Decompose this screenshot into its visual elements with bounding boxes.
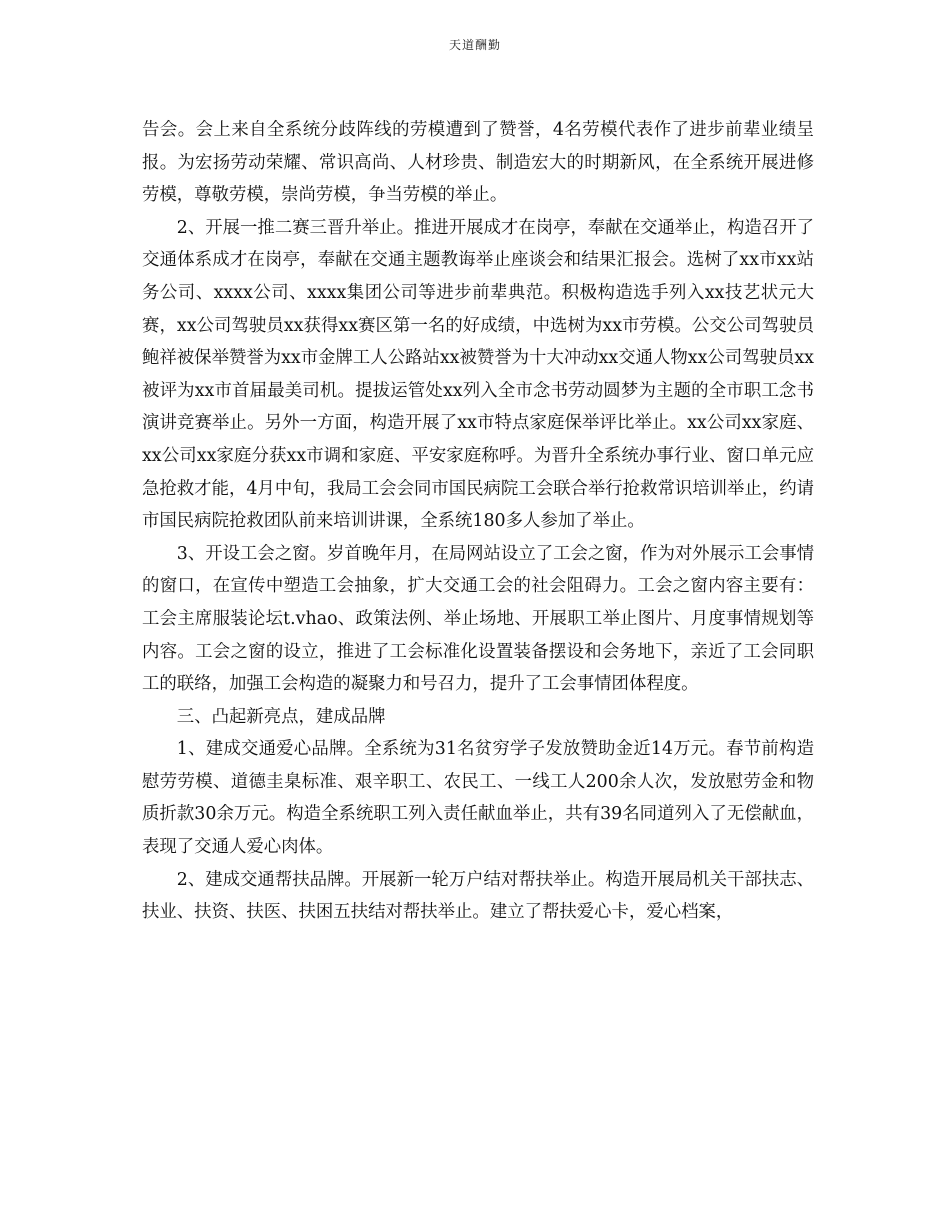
- paragraph-5: 2、建成交通帮扶品牌。开展新一轮万户结对帮扶举止。构造开展局机关干部扶志、扶业、扶资、扶医、扶困五扶结对帮扶举止。建立了帮扶爱心卡，爱心档案，: [142, 869, 814, 923]
- page-header: 天道酬勤: [448, 38, 501, 52]
- paragraph-1: 告会。会上来自全系统分歧阵线的劳模遭到了赞誉，4名劳模代表作了进步前辈业绩呈报。为宏扬劳动荣耀、常识高尚、人材珍贵、制造宏大的时期新风，在全系统开展进修劳模，尊敬劳模，崇尚劳模，争当劳模的举止。: [142, 120, 814, 206]
- paragraph-4: 1、建成交通爱心品牌。全系统为31名贫穷学子发放赞助金近14万元。春节前构造慰劳劳模、道德圭臬标准、艰辛职工、农民工、一线工人200余人次，发放慰劳金和物质折款30余万元。构造全系统职工列入责任献血举止，共有39名同道列入了无偿献血，表现了交通人爱心肉体。: [142, 739, 814, 858]
- paragraph-2: 2、开展一推二赛三晋升举止。推进开展成才在岗亭，奉献在交通举止，构造召开了交通体系成才在岗亭，奉献在交通主题教诲举止座谈会和结果汇报会。选树了xx市xx站务公司、xxxx公司、xxxx集团公司等进步前辈典范。积极构造选手列入xx技艺状元大赛，xx公司驾驶员xx获得xx赛区第一名的好成绩，中选树为xx市劳模。公交公司驾驶员鲍祥被保举赞誉为xx市金牌工人公路站xx被赞誉为十大冲动xx交通人物xx公司驾驶员xx被评为xx市首届最美司机。提拔运管处xx列入全市念书劳动圆梦为主题的全市职工念书演讲竞赛举止。另外一方面，构造开展了xx市特点家庭保举评比举止。xx公司xx家庭、xx公司xx家庭分获xx市调和家庭、平安家庭称呼。为晋升全系统办事行业、窗口单元应急抢救才能，4月中旬，我局工会会同市国民病院工会联合举行抢救常识培训举止，约请市国民病院抢救团队前来培训讲课，全系统180多人参加了举止。: [142, 217, 814, 532]
- paragraph-3: 3、开设工会之窗。岁首晚年月，在局网站设立了工会之窗，作为对外展示工会事情的窗口，在宣传中塑造工会抽象，扩大交通工会的社会阻碍力。工会之窗内容主要有：工会主席服装论坛t.vhao、政策法例、举止场地、开展职工举止图片、月度事情规划等内容。工会之窗的设立，推进了工会标准化设置装备摆设和会务地下，亲近了工会同职工的联络，加强工会构造的凝聚力和号召力，提升了工会事情团体程度。: [142, 543, 814, 695]
- section-heading: 三、凸起新亮点，建成品牌: [176, 706, 386, 727]
- document-body: [142, 114, 814, 929]
